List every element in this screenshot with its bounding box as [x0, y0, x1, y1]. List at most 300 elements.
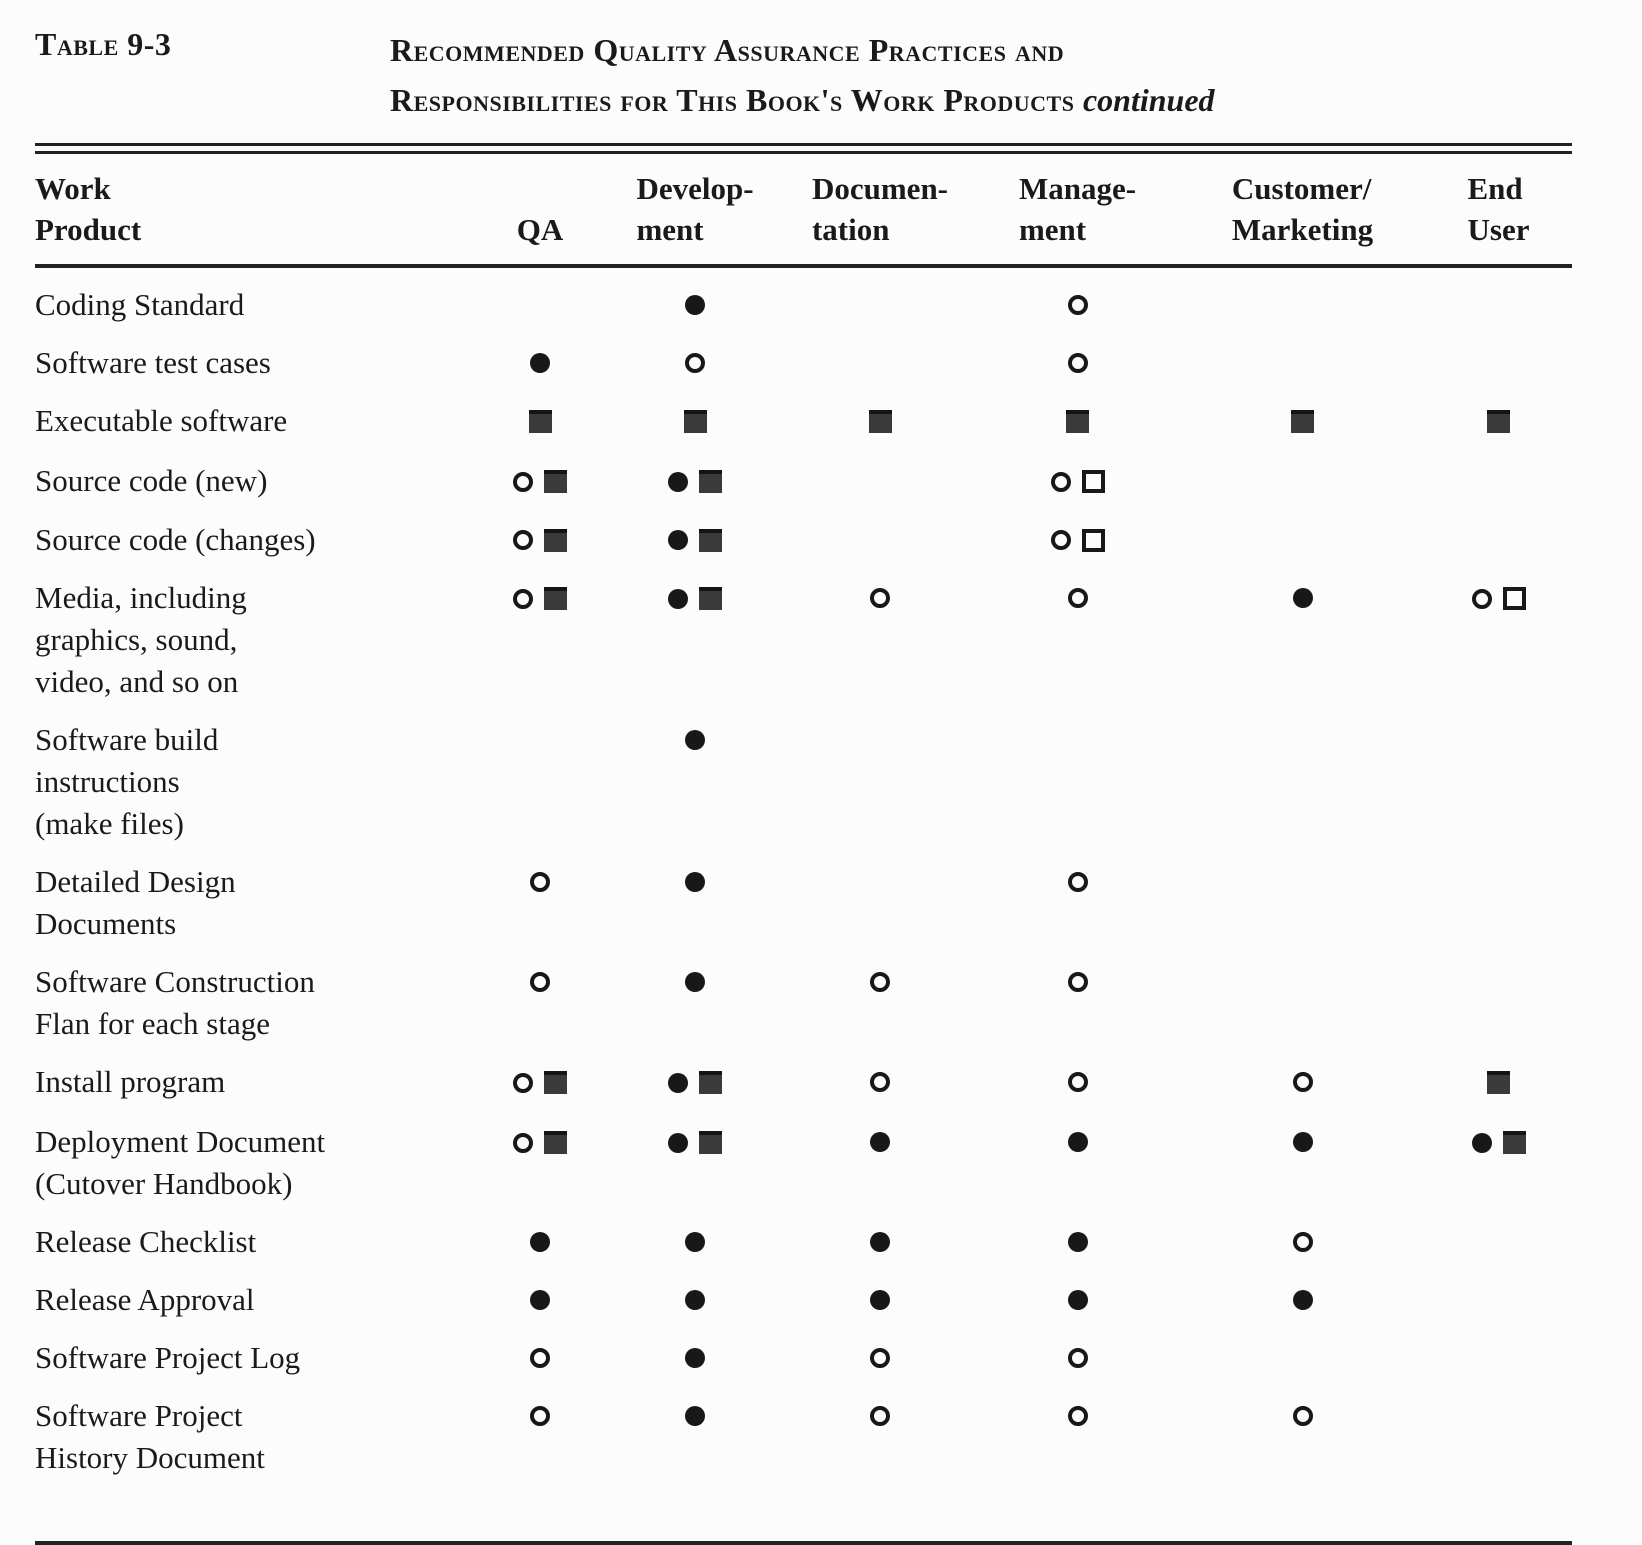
symbol-cell-end-user [1425, 861, 1572, 961]
table-title [390, 26, 1215, 125]
symbol-cell-development [605, 577, 785, 719]
open-circle-icon [1293, 1406, 1313, 1426]
work-product-label: Documents [35, 906, 177, 942]
filled-square-icon [699, 470, 722, 493]
work-product-cell [35, 1395, 475, 1543]
open-circle-icon [1068, 1072, 1088, 1092]
symbol-cell-management [975, 460, 1180, 519]
table-row [35, 1121, 1572, 1221]
symbol-cell-documentation [785, 266, 975, 342]
open-circle-icon [870, 972, 890, 992]
work-product-label: Software test cases [35, 345, 271, 381]
symbol-group [1487, 1071, 1510, 1094]
symbol-group [685, 295, 705, 315]
symbol-cell-end-user [1425, 1121, 1572, 1221]
filled-circle-icon [668, 1133, 688, 1153]
symbol-group [530, 872, 550, 892]
symbol-group [1293, 1072, 1313, 1092]
symbol-group [1051, 529, 1105, 552]
work-product-cell [35, 1337, 475, 1395]
symbol-group [1068, 588, 1088, 608]
symbol-group [1291, 410, 1314, 433]
symbol-group [1472, 1131, 1526, 1154]
symbol-cell-customer-marketing [1180, 961, 1425, 1061]
symbol-group [513, 587, 567, 610]
symbol-group [668, 1071, 722, 1094]
symbol-group [869, 410, 892, 433]
symbol-group [1051, 470, 1105, 493]
symbol-cell-end-user [1425, 1221, 1572, 1279]
symbol-cell-management [975, 519, 1180, 578]
open-circle-icon [870, 1406, 890, 1426]
symbol-group [530, 972, 550, 992]
symbol-group [685, 1232, 705, 1252]
header-line: Customer/ [1231, 171, 1372, 207]
symbol-cell-qa [475, 460, 605, 519]
work-product-cell [35, 342, 475, 400]
table-row [35, 577, 1572, 719]
symbol-cell-documentation [785, 460, 975, 519]
symbol-group [1068, 1406, 1088, 1426]
work-product-label: Software Project Log [35, 1340, 301, 1376]
work-product-label: video, and so on [35, 664, 239, 700]
filled-circle-icon [870, 1232, 890, 1252]
work-product-cell [35, 861, 475, 961]
symbol-cell-development [605, 519, 785, 578]
qa-responsibility-matrix [35, 154, 1572, 1545]
symbol-cell-qa [475, 861, 605, 961]
work-product-label: Software Construction [35, 964, 315, 1000]
table-row [35, 861, 1572, 961]
symbol-cell-end-user [1425, 1337, 1572, 1395]
symbol-cell-qa [475, 1121, 605, 1221]
symbol-cell-development [605, 400, 785, 460]
table-row [35, 460, 1572, 519]
filled-circle-icon [668, 589, 688, 609]
table-row [35, 1337, 1572, 1395]
symbol-cell-management [975, 1395, 1180, 1543]
filled-circle-icon [685, 295, 705, 315]
symbol-cell-development [605, 1061, 785, 1121]
work-product-label: Executable software [35, 403, 288, 439]
symbol-cell-customer-marketing [1180, 861, 1425, 961]
symbol-cell-management [975, 400, 1180, 460]
filled-circle-icon [668, 472, 688, 492]
symbol-group [668, 470, 722, 493]
filled-square-icon [869, 410, 892, 433]
work-product-label: Coding Standard [35, 287, 245, 323]
symbol-cell-management [975, 861, 1180, 961]
symbol-cell-customer-marketing [1180, 719, 1425, 861]
header-line: ment [636, 212, 704, 248]
work-product-cell [35, 961, 475, 1061]
open-square-icon [1503, 587, 1526, 610]
symbol-cell-end-user [1425, 342, 1572, 400]
symbol-group [685, 872, 705, 892]
open-circle-icon [513, 589, 533, 609]
symbol-cell-end-user [1425, 1279, 1572, 1337]
header-line: Marketing [1231, 212, 1374, 248]
symbol-cell-documentation [785, 861, 975, 961]
symbol-group [530, 1290, 550, 1310]
work-product-label: graphics, sound, [35, 622, 238, 658]
symbol-cell-customer-marketing [1180, 1121, 1425, 1221]
work-product-cell [35, 577, 475, 719]
symbol-group [1293, 1406, 1313, 1426]
symbol-cell-customer-marketing [1180, 1337, 1425, 1395]
work-product-label: instructions [35, 764, 180, 800]
symbol-group [1487, 410, 1510, 433]
table-row [35, 1221, 1572, 1279]
symbol-cell-end-user [1425, 400, 1572, 460]
filled-circle-icon [1293, 1290, 1313, 1310]
symbol-cell-management [975, 1279, 1180, 1337]
work-product-label: Media, including [35, 580, 247, 616]
work-product-label: Flan for each stage [35, 1006, 270, 1042]
work-product-label: (Cutover Handbook) [35, 1166, 293, 1202]
symbol-cell-end-user [1425, 961, 1572, 1061]
open-circle-icon [870, 1072, 890, 1092]
symbol-cell-documentation [785, 519, 975, 578]
open-circle-icon [1068, 972, 1088, 992]
work-product-cell [35, 266, 475, 342]
symbol-group [870, 1072, 890, 1092]
open-circle-icon [513, 1133, 533, 1153]
symbol-group [513, 1071, 567, 1094]
symbol-cell-customer-marketing [1180, 342, 1425, 400]
symbol-group [1068, 972, 1088, 992]
symbol-cell-management [975, 1121, 1180, 1221]
filled-circle-icon [1068, 1132, 1088, 1152]
filled-circle-icon [530, 1290, 550, 1310]
symbol-cell-development [605, 342, 785, 400]
symbol-group [1068, 1348, 1088, 1368]
symbol-cell-management [975, 719, 1180, 861]
symbol-group [1068, 872, 1088, 892]
symbol-cell-customer-marketing [1180, 400, 1425, 460]
symbol-cell-documentation [785, 1221, 975, 1279]
header-line: Documen- [811, 171, 949, 207]
work-product-label: Software Project [35, 1398, 243, 1434]
symbol-cell-customer-marketing [1180, 1279, 1425, 1337]
open-circle-icon [1068, 588, 1088, 608]
symbol-group [530, 1406, 550, 1426]
table-body [35, 266, 1572, 1543]
work-product-label: Detailed Design [35, 864, 236, 900]
open-circle-icon [1068, 295, 1088, 315]
open-square-icon [1082, 470, 1105, 493]
table-title-line2: Responsibilities for This Book's Work Products continued [390, 81, 1215, 118]
symbol-cell-end-user [1425, 519, 1572, 578]
open-circle-icon [1068, 1348, 1088, 1368]
symbol-group [1068, 1232, 1088, 1252]
symbol-cell-qa [475, 1337, 605, 1395]
work-product-label: Source code (new) [35, 463, 268, 499]
symbol-cell-qa [475, 266, 605, 342]
filled-circle-icon [685, 1406, 705, 1426]
symbol-cell-development [605, 1221, 785, 1279]
continued-label: continued [1082, 81, 1215, 118]
symbol-group [685, 1348, 705, 1368]
symbol-group [685, 353, 705, 373]
filled-square-icon [1066, 410, 1089, 433]
symbol-cell-management [975, 266, 1180, 342]
symbol-group [513, 529, 567, 552]
header-top-rule [35, 143, 1572, 154]
symbol-cell-development [605, 1337, 785, 1395]
symbol-cell-customer-marketing [1180, 460, 1425, 519]
header-line [517, 168, 564, 209]
table-row [35, 1279, 1572, 1337]
filled-square-icon [684, 410, 707, 433]
filled-circle-icon [530, 353, 550, 373]
symbol-cell-end-user [1425, 1061, 1572, 1121]
column-header-customer-marketing [1180, 154, 1425, 266]
symbol-cell-qa [475, 342, 605, 400]
work-product-cell [35, 1061, 475, 1121]
open-circle-icon [870, 1348, 890, 1368]
column-header-development [605, 154, 785, 266]
filled-square-icon [699, 1131, 722, 1154]
open-circle-icon [1051, 472, 1071, 492]
symbol-group [668, 1131, 722, 1154]
work-product-cell [35, 1121, 475, 1221]
filled-circle-icon [1293, 1132, 1313, 1152]
open-circle-icon [513, 1073, 533, 1093]
symbol-cell-documentation [785, 342, 975, 400]
column-header-work-product [35, 154, 475, 266]
filled-square-icon [1503, 1131, 1526, 1154]
filled-circle-icon [530, 1232, 550, 1252]
symbol-group [530, 1348, 550, 1368]
open-circle-icon [530, 1348, 550, 1368]
work-product-label: Release Approval [35, 1282, 255, 1318]
open-square-icon [1082, 529, 1105, 552]
work-product-cell [35, 719, 475, 861]
symbol-cell-documentation [785, 1337, 975, 1395]
symbol-cell-customer-marketing [1180, 519, 1425, 578]
header-line: Manage- [1018, 171, 1137, 207]
symbol-cell-development [605, 1395, 785, 1543]
filled-square-icon [699, 587, 722, 610]
filled-circle-icon [870, 1132, 890, 1152]
open-circle-icon [1068, 1406, 1088, 1426]
open-circle-icon [1068, 353, 1088, 373]
symbol-group [1068, 1290, 1088, 1310]
filled-circle-icon [1068, 1290, 1088, 1310]
filled-square-icon [699, 1071, 722, 1094]
table-label: Table 9-3 [35, 26, 172, 62]
open-circle-icon [1293, 1072, 1313, 1092]
open-circle-icon [513, 472, 533, 492]
symbol-cell-qa [475, 1395, 605, 1543]
symbol-group [1068, 295, 1088, 315]
work-product-label: Release Checklist [35, 1224, 257, 1260]
open-circle-icon [513, 530, 533, 550]
symbol-cell-documentation [785, 961, 975, 1061]
symbol-group [668, 529, 722, 552]
symbol-group [685, 972, 705, 992]
table-row [35, 519, 1572, 578]
table-row [35, 266, 1572, 342]
filled-square-icon [544, 587, 567, 610]
symbol-cell-management [975, 577, 1180, 719]
work-product-cell [35, 400, 475, 460]
symbol-cell-management [975, 1337, 1180, 1395]
symbol-cell-qa [475, 1221, 605, 1279]
filled-circle-icon [668, 1073, 688, 1093]
table-row [35, 400, 1572, 460]
symbol-cell-qa [475, 519, 605, 578]
symbol-cell-end-user [1425, 266, 1572, 342]
filled-square-icon [544, 470, 567, 493]
table-row [35, 1395, 1572, 1543]
filled-circle-icon [1472, 1133, 1492, 1153]
work-product-label: Source code (changes) [35, 521, 316, 557]
work-product-cell [35, 1279, 475, 1337]
work-product-label: Software build [35, 722, 219, 758]
header-line: Product [35, 212, 142, 248]
header-row [35, 154, 1572, 266]
symbol-cell-customer-marketing [1180, 1395, 1425, 1543]
symbol-cell-management [975, 1221, 1180, 1279]
symbol-cell-documentation [785, 577, 975, 719]
symbol-cell-documentation [785, 1121, 975, 1221]
symbol-cell-development [605, 1121, 785, 1221]
symbol-group [668, 587, 722, 610]
column-header-documentation [785, 154, 975, 266]
symbol-group [1068, 1132, 1088, 1152]
filled-square-icon [544, 1131, 567, 1154]
filled-circle-icon [685, 1290, 705, 1310]
header-line: tation [811, 212, 890, 248]
open-circle-icon [685, 353, 705, 373]
filled-square-icon [544, 529, 567, 552]
symbol-cell-customer-marketing [1180, 577, 1425, 719]
symbol-cell-qa [475, 1279, 605, 1337]
open-circle-icon [870, 588, 890, 608]
symbol-cell-management [975, 1061, 1180, 1121]
open-circle-icon [530, 872, 550, 892]
header-line: Work [35, 171, 111, 207]
symbol-group [1293, 1290, 1313, 1310]
column-header-management [975, 154, 1180, 266]
filled-circle-icon [1068, 1232, 1088, 1252]
symbol-cell-customer-marketing [1180, 266, 1425, 342]
symbol-cell-documentation [785, 1279, 975, 1337]
symbol-cell-qa [475, 577, 605, 719]
table-row [35, 342, 1572, 400]
work-product-cell [35, 1221, 475, 1279]
header-line: ment [1018, 212, 1087, 248]
symbol-cell-qa [475, 400, 605, 460]
open-circle-icon [530, 1406, 550, 1426]
filled-circle-icon [685, 1232, 705, 1252]
symbol-group [1066, 410, 1089, 433]
symbol-group [685, 1406, 705, 1426]
symbol-cell-qa [475, 719, 605, 861]
filled-circle-icon [685, 872, 705, 892]
symbol-cell-development [605, 460, 785, 519]
symbol-group [513, 1131, 567, 1154]
symbol-cell-end-user [1425, 460, 1572, 519]
symbol-group [870, 1290, 890, 1310]
symbol-group [870, 588, 890, 608]
open-circle-icon [1051, 530, 1071, 550]
symbol-cell-development [605, 719, 785, 861]
filled-circle-icon [668, 530, 688, 550]
column-header-qa [475, 154, 605, 266]
filled-circle-icon [685, 1348, 705, 1368]
work-product-cell [35, 519, 475, 578]
symbol-cell-qa [475, 961, 605, 1061]
symbol-group [530, 353, 550, 373]
symbol-group [870, 1348, 890, 1368]
open-circle-icon [1293, 1232, 1313, 1252]
symbol-group [870, 972, 890, 992]
symbol-cell-customer-marketing [1180, 1061, 1425, 1121]
symbol-cell-qa [475, 1061, 605, 1121]
header-line: User [1467, 212, 1530, 248]
filled-square-icon [1487, 410, 1510, 433]
header-line: End [1467, 171, 1523, 207]
header-line: Develop- [636, 171, 754, 207]
work-product-label: Deployment Document [35, 1124, 326, 1160]
table-row [35, 719, 1572, 861]
symbol-cell-end-user [1425, 1395, 1572, 1543]
table-caption [35, 26, 1572, 125]
symbol-cell-end-user [1425, 577, 1572, 719]
symbol-group [1293, 1232, 1313, 1252]
symbol-group [1293, 588, 1313, 608]
symbol-group [685, 730, 705, 750]
work-product-label: (make files) [35, 806, 184, 842]
table-row [35, 1061, 1572, 1121]
symbol-group [1068, 1072, 1088, 1092]
symbol-group [1472, 587, 1526, 610]
symbol-cell-customer-marketing [1180, 1221, 1425, 1279]
symbol-cell-development [605, 961, 785, 1061]
symbol-cell-management [975, 961, 1180, 1061]
open-circle-icon [1068, 872, 1088, 892]
filled-square-icon [529, 410, 552, 433]
filled-circle-icon [685, 730, 705, 750]
open-circle-icon [1472, 589, 1492, 609]
symbol-cell-end-user [1425, 719, 1572, 861]
symbol-group [684, 410, 707, 433]
symbol-group [529, 410, 552, 433]
symbol-group [870, 1132, 890, 1152]
filled-square-icon [1291, 410, 1314, 433]
symbol-group [513, 470, 567, 493]
table-header [35, 154, 1572, 266]
filled-circle-icon [870, 1290, 890, 1310]
table-row [35, 961, 1572, 1061]
filled-square-icon [699, 529, 722, 552]
header-line: QA [516, 212, 564, 248]
symbol-group [1068, 353, 1088, 373]
work-product-label: History Document [35, 1440, 265, 1476]
symbol-cell-development [605, 266, 785, 342]
filled-square-icon [1487, 1071, 1510, 1094]
symbol-cell-documentation [785, 1061, 975, 1121]
symbol-cell-development [605, 1279, 785, 1337]
symbol-group [1293, 1132, 1313, 1152]
open-circle-icon [530, 972, 550, 992]
symbol-cell-management [975, 342, 1180, 400]
filled-square-icon [544, 1071, 567, 1094]
symbol-group [870, 1232, 890, 1252]
